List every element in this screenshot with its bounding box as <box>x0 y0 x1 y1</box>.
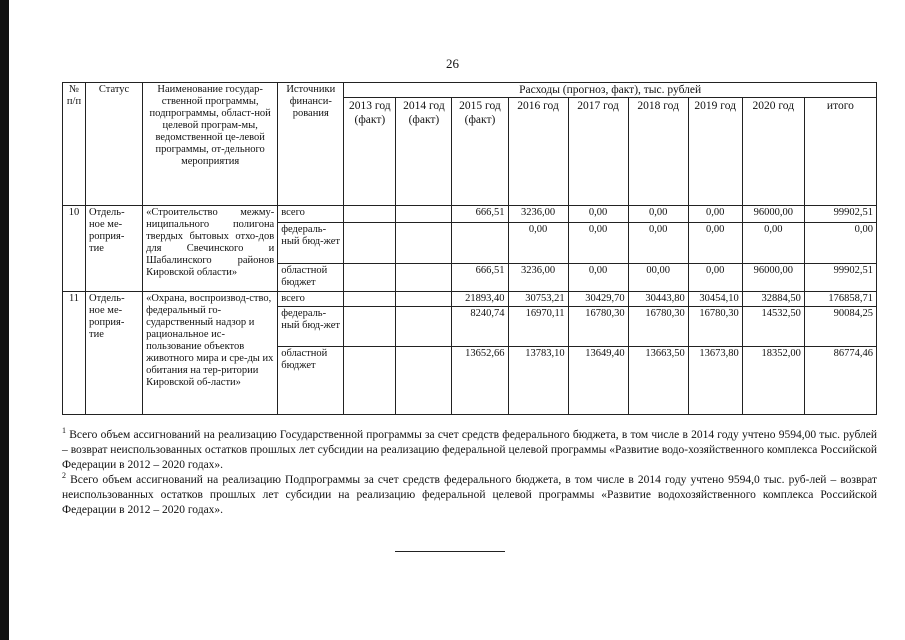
value-cell: 30429,70 <box>568 292 628 307</box>
value-cell: 0,00 <box>568 206 628 223</box>
value-cell: 96000,00 <box>742 264 804 292</box>
row-name: «Охрана, воспроизвод-ство, федеральный го-сударственный надзор и рациональное ис-пользование объектов животного мира и сре-ды их обитания на тер-ритории Кировской об-ласти» <box>143 292 278 415</box>
header-total: итого <box>804 98 876 206</box>
header-year: 2015 год (факт) <box>452 98 508 206</box>
value-cell: 16780,30 <box>688 307 742 347</box>
header-year: 2020 год <box>742 98 804 206</box>
source-cell: федераль-ный бюд-жет <box>278 223 344 264</box>
value-cell: 666,51 <box>452 206 508 223</box>
source-cell: областной бюджет <box>278 264 344 292</box>
value-cell: 666,51 <box>452 264 508 292</box>
value-cell: 14532,50 <box>742 307 804 347</box>
header-year: 2017 год <box>568 98 628 206</box>
header-status: Статус <box>86 83 143 206</box>
value-cell: 90084,25 <box>804 307 876 347</box>
footnote-text: Всего объем ассигнований на реализацию Государственной программы за счет средств федерального бюджета, в том числе в 2014 году учтено 9594,00 тыс. рублей – возврат неиспользованных остатков прошлых лет субсидии на реализацию федеральной целевой программы «Развитие водо-хозяйственного комплекса Российской Федерации в 2012 – 2020 годах». <box>62 429 878 471</box>
table-row <box>63 292 877 307</box>
value-cell: 13783,10 <box>508 347 568 415</box>
value-cell <box>344 206 396 223</box>
row-status: Отдель-ное ме-роприя-тие <box>86 206 143 292</box>
value-cell: 21893,40 <box>452 292 508 307</box>
value-cell <box>396 223 452 264</box>
value-cell: 0,00 <box>568 223 628 264</box>
value-cell: 30443,80 <box>628 292 688 307</box>
value-cell: 0,00 <box>688 264 742 292</box>
value-cell: 99902,51 <box>804 264 876 292</box>
value-cell <box>396 307 452 347</box>
value-cell: 13663,50 <box>628 347 688 415</box>
value-cell: 0,00 <box>688 223 742 264</box>
footnote-mark: 2 <box>62 471 66 481</box>
value-cell <box>396 264 452 292</box>
header-num: № п/п <box>63 83 86 206</box>
row-name: «Строительство межму-ниципального полигона твердых бытовых отхо-дов для Свечинского и Шабалинского районов Кировской области» <box>143 206 278 292</box>
value-cell <box>396 206 452 223</box>
value-cell: 32884,50 <box>742 292 804 307</box>
value-cell: 0,00 <box>804 223 876 264</box>
header-name: Наименование государ-ственной программы, подпрограммы, област-ной целевой програм-мы, ведомственной це-левой программы, от-дельного мероприятия <box>143 83 278 206</box>
value-cell: 0,00 <box>508 223 568 264</box>
closing-rule <box>395 551 505 552</box>
value-cell: 8240,74 <box>452 307 508 347</box>
value-cell: 13673,80 <box>688 347 742 415</box>
header-year: 2013 год (факт) <box>344 98 396 206</box>
value-cell: 176858,71 <box>804 292 876 307</box>
row-status: Отдель-ное ме-роприя-тие <box>86 292 143 415</box>
footnotes <box>62 428 877 518</box>
value-cell <box>344 307 396 347</box>
source-cell: всего <box>278 292 344 307</box>
value-cell: 0,00 <box>742 223 804 264</box>
header-year: 2016 год <box>508 98 568 206</box>
value-cell: 13652,66 <box>452 347 508 415</box>
row-num: 10 <box>63 206 86 292</box>
value-cell: 16780,30 <box>628 307 688 347</box>
page-number: 26 <box>446 56 459 71</box>
value-cell: 30753,21 <box>508 292 568 307</box>
value-cell: 0,00 <box>628 206 688 223</box>
value-cell: 86774,46 <box>804 347 876 415</box>
footnote <box>62 473 877 518</box>
expenses-table <box>62 82 877 415</box>
value-cell: 3236,00 <box>508 206 568 223</box>
footnote <box>62 428 877 473</box>
value-cell: 0,00 <box>688 206 742 223</box>
source-cell: всего <box>278 206 344 223</box>
value-cell <box>396 292 452 307</box>
header-year: 2018 год <box>628 98 688 206</box>
header-year: 2014 год (факт) <box>396 98 452 206</box>
value-cell <box>344 264 396 292</box>
value-cell: 16970,11 <box>508 307 568 347</box>
value-cell: 16780,30 <box>568 307 628 347</box>
value-cell: 0,00 <box>628 223 688 264</box>
value-cell <box>396 347 452 415</box>
header-source: Источники финанси-рования <box>278 83 344 206</box>
footnote-mark: 1 <box>62 426 66 436</box>
value-cell <box>344 292 396 307</box>
header-expenses: Расходы (прогноз, факт), тыс. рублей <box>344 83 877 98</box>
value-cell <box>344 223 396 264</box>
value-cell: 18352,00 <box>742 347 804 415</box>
value-cell: 13649,40 <box>568 347 628 415</box>
scan-edge-bar <box>0 0 9 640</box>
value-cell <box>344 347 396 415</box>
footnote-text: Всего объем ассигнований на реализацию Подпрограммы за счет средств федерального бюджета, в том числе в 2014 году учтено 9594,0 тыс. руб-лей – возврат неиспользованных остатков прошлых лет субсидии на реализацию федеральной целевой программы «Развитие водохозяйственного комплекса Российской Федерации в 2012 – 2020 годах». <box>62 474 877 516</box>
value-cell <box>452 223 508 264</box>
value-cell: 99902,51 <box>804 206 876 223</box>
source-cell: областной бюджет <box>278 347 344 415</box>
table-row <box>63 206 877 223</box>
value-cell: 0,00 <box>568 264 628 292</box>
value-cell: 00,00 <box>628 264 688 292</box>
value-cell: 96000,00 <box>742 206 804 223</box>
row-num: 11 <box>63 292 86 415</box>
value-cell: 3236,00 <box>508 264 568 292</box>
value-cell: 30454,10 <box>688 292 742 307</box>
header-year: 2019 год <box>688 98 742 206</box>
source-cell: федераль-ный бюд-жет <box>278 307 344 347</box>
